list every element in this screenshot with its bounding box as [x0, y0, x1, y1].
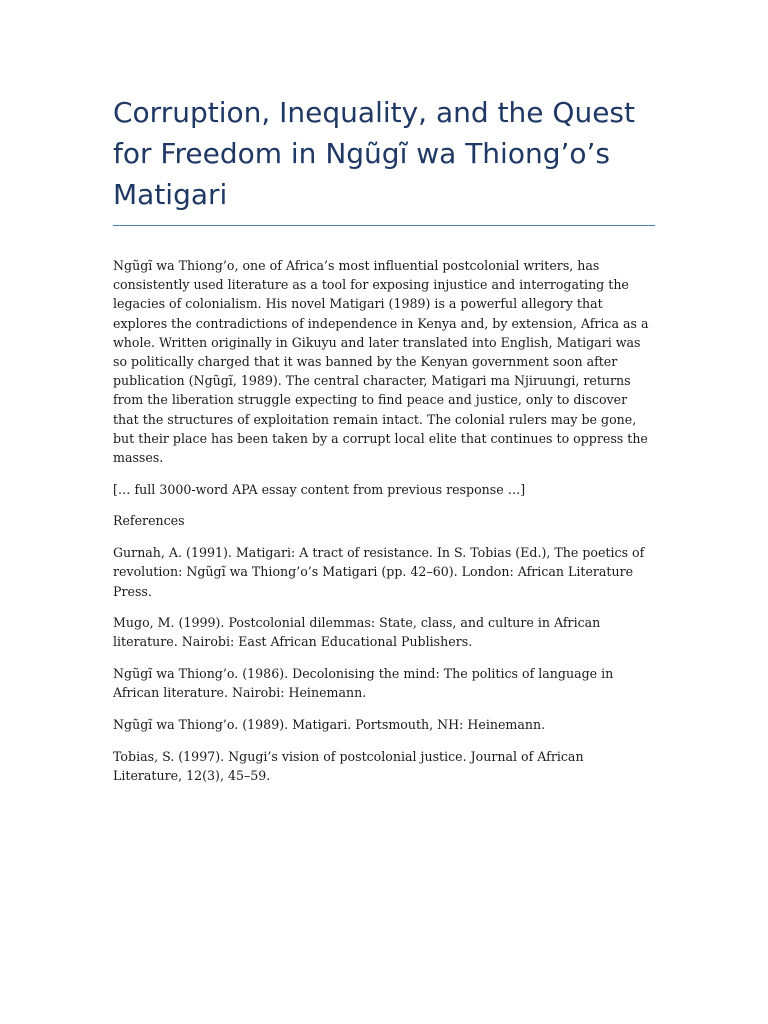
reference-entry: Mugo, M. (1999). Postcolonial dilemmas: State, class, and culture in African literature. Nairobi: East African Educational Publishers. [113, 615, 601, 650]
document-page [113, 92, 655, 798]
reference-entry: Gurnah, A. (1991). Matigari: A tract of resistance. In S. Tobias (Ed.), The poetics of revolution: Ngũgĩ wa Thiong’o’s Matigari (pp. 42–60). London: African Literature Press. [113, 545, 645, 599]
document-title: Corruption, Inequality, and the Quest for Freedom in Ngũgĩ wa Thiong’o’s Matigari [113, 92, 655, 226]
reference-entry: Ngũgĩ wa Thiong’o. (1989). Matigari. Portsmouth, NH: Heinemann. [113, 717, 546, 733]
reference-entry: Ngũgĩ wa Thiong’o. (1986). Decolonising the mind: The politics of language in African literature. Nairobi: Heinemann. [113, 666, 614, 701]
intro-paragraph: Ngũgĩ wa Thiong’o, one of Africa’s most influential postcolonial writers, has consistently used literature as a tool for exposing injustice and interrogating the legacies of colonialism. His novel Matigari (1989) is a powerful allegory that explores the contradictions of independence in Kenya and, by extension, Africa as a whole. Written originally in Gikuyu and later translated into English, Matigari was so politically charged that it was banned by the Kenyan government soon after publication (Ngũgĩ, 1989). The central character, Matigari ma Njiruungi, returns from the liberation struggle expecting to find peace and justice, only to discover that the structures of exploitation remain intact. The colonial rulers may be gone, but their place has been taken by a corrupt local elite that continues to oppress the masses. [113, 258, 649, 466]
references-heading: References [113, 513, 185, 529]
reference-entry: Tobias, S. (1997). Ngugi’s vision of postcolonial justice. Journal of African Literature, 12(3), 45–59. [113, 748, 584, 783]
placeholder-note: [… full 3000-word APA essay content from previous response …] [113, 481, 526, 497]
